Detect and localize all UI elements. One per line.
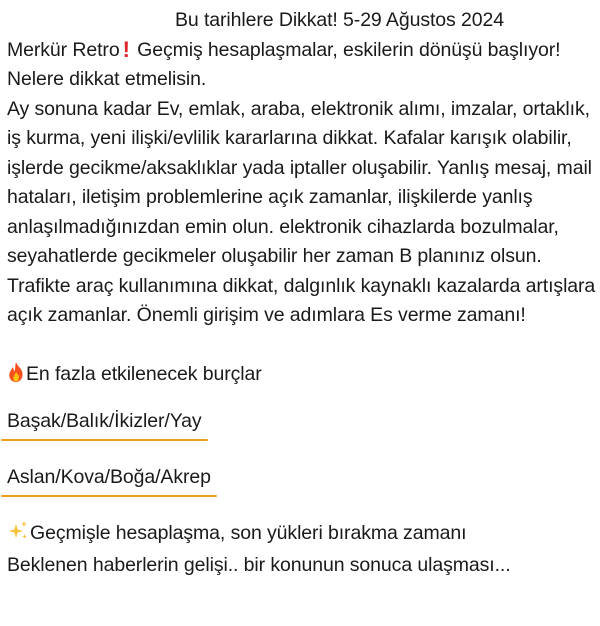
question-line: Nelere dikkat etmelisin. xyxy=(7,68,207,90)
closing-line-2: Beklenen haberlerin gelişi.. bir konunun sonuca ulaşması... xyxy=(7,554,511,576)
post-title: Bu tarihlere Dikkat! 5-29 Ağustos 2024 xyxy=(175,9,504,31)
affected-heading: En fazla etkilenecek burçlar xyxy=(26,363,262,385)
fire-icon xyxy=(7,361,25,393)
intro-line xyxy=(7,36,597,66)
sign-group-2-row xyxy=(7,449,597,505)
intro-prefix: Merkür Retro xyxy=(7,38,120,61)
intro-suffix: Geçmiş hesaplaşmalar, eskilerin dönüşü başlıyor! xyxy=(131,38,561,61)
sign-group-2: Aslan/Kova/Boğa/Akrep xyxy=(7,463,211,497)
sparkles-icon xyxy=(7,520,29,552)
post-content xyxy=(7,6,597,581)
sign-group-1: Başak/Balık/İkizler/Yay xyxy=(7,407,202,441)
affected-heading-line xyxy=(7,360,597,393)
sign-group-1-row xyxy=(7,393,597,449)
closing-line-1: Geçmişle hesaplaşma, son yükleri bırakma zamanı xyxy=(30,521,467,544)
spacer xyxy=(7,505,597,519)
spacer xyxy=(7,331,597,361)
closing-line-1-row xyxy=(7,519,597,552)
red-exclamation-icon: ! xyxy=(122,36,130,62)
body-paragraph: Ay sonuna kadar Ev, emlak, araba, elektronik alımı, imzalar, ortaklık, iş kurma, yeni ilişki/evlilik kararlarına dikkat. Kafalar karışık olabilir, işlerde gecikme/aksaklıklar yada iptaller oluşabilir. Yanlış mesaj, mail hataları, iletişim problemlerine açık zamanlar, ilişkilerde yanlış anlaşılmadığınızdan emin olun. elektronik cihazlarda bozulmalar, seyahatlerde gecikmeler oluşabilir her zaman B planınız olsun. Trafikte araç kullanımına dikkat, dalgınlık kaynaklı kazalarda artışlara açık zamanlar. Önemli girişim ve adımlara Es verme zamanı! xyxy=(7,97,596,326)
